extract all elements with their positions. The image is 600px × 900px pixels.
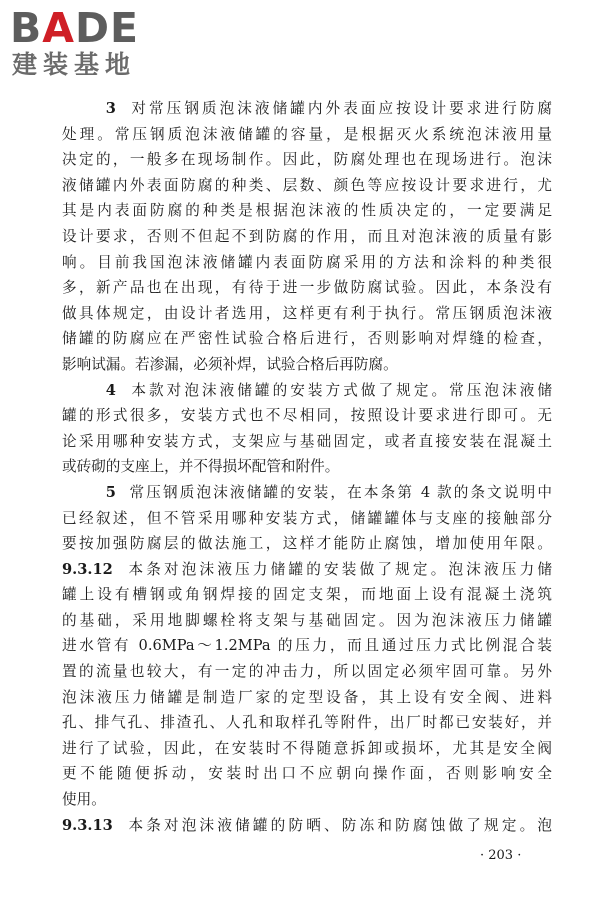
- text-line: [62, 429, 552, 455]
- text-line-content: 本条对泡沫液储罐的防晒、防冻和防腐蚀做了规定。泡: [128, 816, 552, 834]
- text-line: [62, 685, 552, 711]
- text-line-content: 罐上设有槽钢或角钢焊接的固定支架，而地面上设有混凝土浇筑: [62, 586, 552, 604]
- text-line: [62, 710, 552, 736]
- clause-number: 4: [105, 381, 116, 399]
- text-line-content: 影响试漏。若渗漏，必须补焊，试验合格后再防腐。: [62, 355, 398, 373]
- text-line-content: 决定的，一般多在现场制作。因此，防腐处理也在现场进行。泡沫: [62, 151, 552, 169]
- text-line: [62, 224, 552, 250]
- text-line-content: 进行了试验，因此，在安装时不得随意拆卸或损坏，尤其是安全阀: [62, 739, 552, 757]
- text-line-content: 储罐的防腐应在严密性试验合格后进行，否则影响对焊缝的检查，: [62, 330, 552, 348]
- text-line: [62, 326, 552, 352]
- text-line-content: 设计要求，否则不但起不到防腐的作用，而且对泡沫液的质量有影: [62, 227, 552, 245]
- text-line-content: 罐的形式很多，安装方式也不尽相同，按照设计要求进行即可。无: [62, 407, 552, 425]
- text-line: [62, 250, 552, 276]
- clause-number: 3: [105, 100, 116, 117]
- text-line: [62, 531, 552, 557]
- text-line: [62, 582, 552, 608]
- text-line: [62, 275, 552, 301]
- text-line: [62, 633, 552, 659]
- text-line-content: 做具体规定，由设计者选用，这样更有利于执行。常压钢质泡沫液: [62, 304, 552, 322]
- text-line-content: 已经叙述，但不管采用哪种安装方式，储罐罐体与支座的接触部分: [62, 509, 552, 527]
- text-line-content: 常压钢质泡沫液储罐的安装，在本条第 4 款的条文说明中: [129, 483, 552, 501]
- text-line: [62, 506, 552, 532]
- text-line: [62, 122, 552, 148]
- text-line-content: 论采用哪种安装方式，支架应与基础固定，或者直接安装在混凝土: [62, 432, 552, 450]
- text-line-content: 泡沫液压力储罐是制造厂家的定型设备，其上设有安全阀、进料: [62, 688, 552, 706]
- text-line: [62, 608, 552, 634]
- text-line: [62, 761, 552, 787]
- logo-wordmark: BADE: [10, 4, 140, 52]
- text-line-content: 本款对泡沫液储罐的安装方式做了规定。常压泡沫液储: [131, 381, 552, 399]
- text-line: [62, 659, 552, 685]
- logo-subtitle: 建装基地: [12, 50, 137, 79]
- text-line: [62, 480, 552, 506]
- clause-number: 5: [105, 483, 116, 501]
- text-line-content: 处理。常压钢质泡沫液储罐的容量，是根据灭火系统泡沫液用量: [62, 125, 552, 143]
- text-line: [62, 378, 552, 404]
- text-line-content: 本条对泡沫液压力储罐的安装做了规定。泡沫液压力储: [128, 560, 552, 578]
- text-line-content: 更不能随便拆动，安装时出口不应朝向操作面，否则影响安全: [62, 765, 552, 783]
- text-line-content: 多，新产品也在出现，有待于进一步做防腐试验。因此，本条没有: [62, 279, 552, 297]
- text-line-content: 或砖砌的支座上，并不得损坏配管和附件。: [62, 458, 340, 476]
- text-line-content: 孔、排气孔、排渣孔、人孔和取样孔等附件，出厂时都已安装好，并: [62, 714, 552, 732]
- section-number: 9.3.12: [62, 560, 113, 578]
- text-line-content: 对常压钢质泡沫液储罐内外表面应按设计要求进行防腐: [131, 100, 552, 117]
- text-line-content: 进水管有 0.6MPa～1.2MPa 的压力，而且通过压力式比例混合装: [62, 637, 552, 655]
- text-line: [62, 96, 552, 122]
- text-line-content: 使用。: [62, 791, 106, 809]
- text-line-content: 的基础，采用地脚螺栓将支架与基础固定。因为泡沫液压力储罐: [62, 611, 552, 629]
- text-line: [62, 301, 552, 327]
- text-line: [62, 403, 552, 429]
- text-line: [62, 736, 552, 762]
- text-line: [62, 147, 552, 173]
- section-number: 9.3.13: [62, 816, 113, 834]
- body-text: [62, 96, 552, 838]
- text-line-content: 置的流量也较大，有一定的冲击力，所以固定必须牢固可靠。另外: [62, 663, 552, 681]
- text-line: [62, 813, 552, 839]
- text-line: [62, 557, 552, 583]
- bade-logo: [10, 6, 139, 80]
- text-line-content: 其是内表面防腐的种类是根据泡沫液的性质决定的，一定要满足: [62, 202, 552, 220]
- text-line-content: 液储罐内外表面防腐的种类、层数、颜色等应按设计要求进行，尤: [62, 176, 552, 194]
- text-line: [62, 173, 552, 199]
- text-line: [62, 198, 552, 224]
- text-line: [62, 352, 552, 378]
- text-line: [62, 787, 552, 813]
- text-line-content: 响。目前我国泡沫液储罐内表面防腐采用的方法和涂料的种类很: [62, 253, 552, 271]
- text-line: [62, 454, 552, 480]
- text-line-content: 要按加强防腐层的做法施工，这样才能防止腐蚀，增加使用年限。: [62, 535, 552, 553]
- page-number: · 203 ·: [480, 848, 522, 863]
